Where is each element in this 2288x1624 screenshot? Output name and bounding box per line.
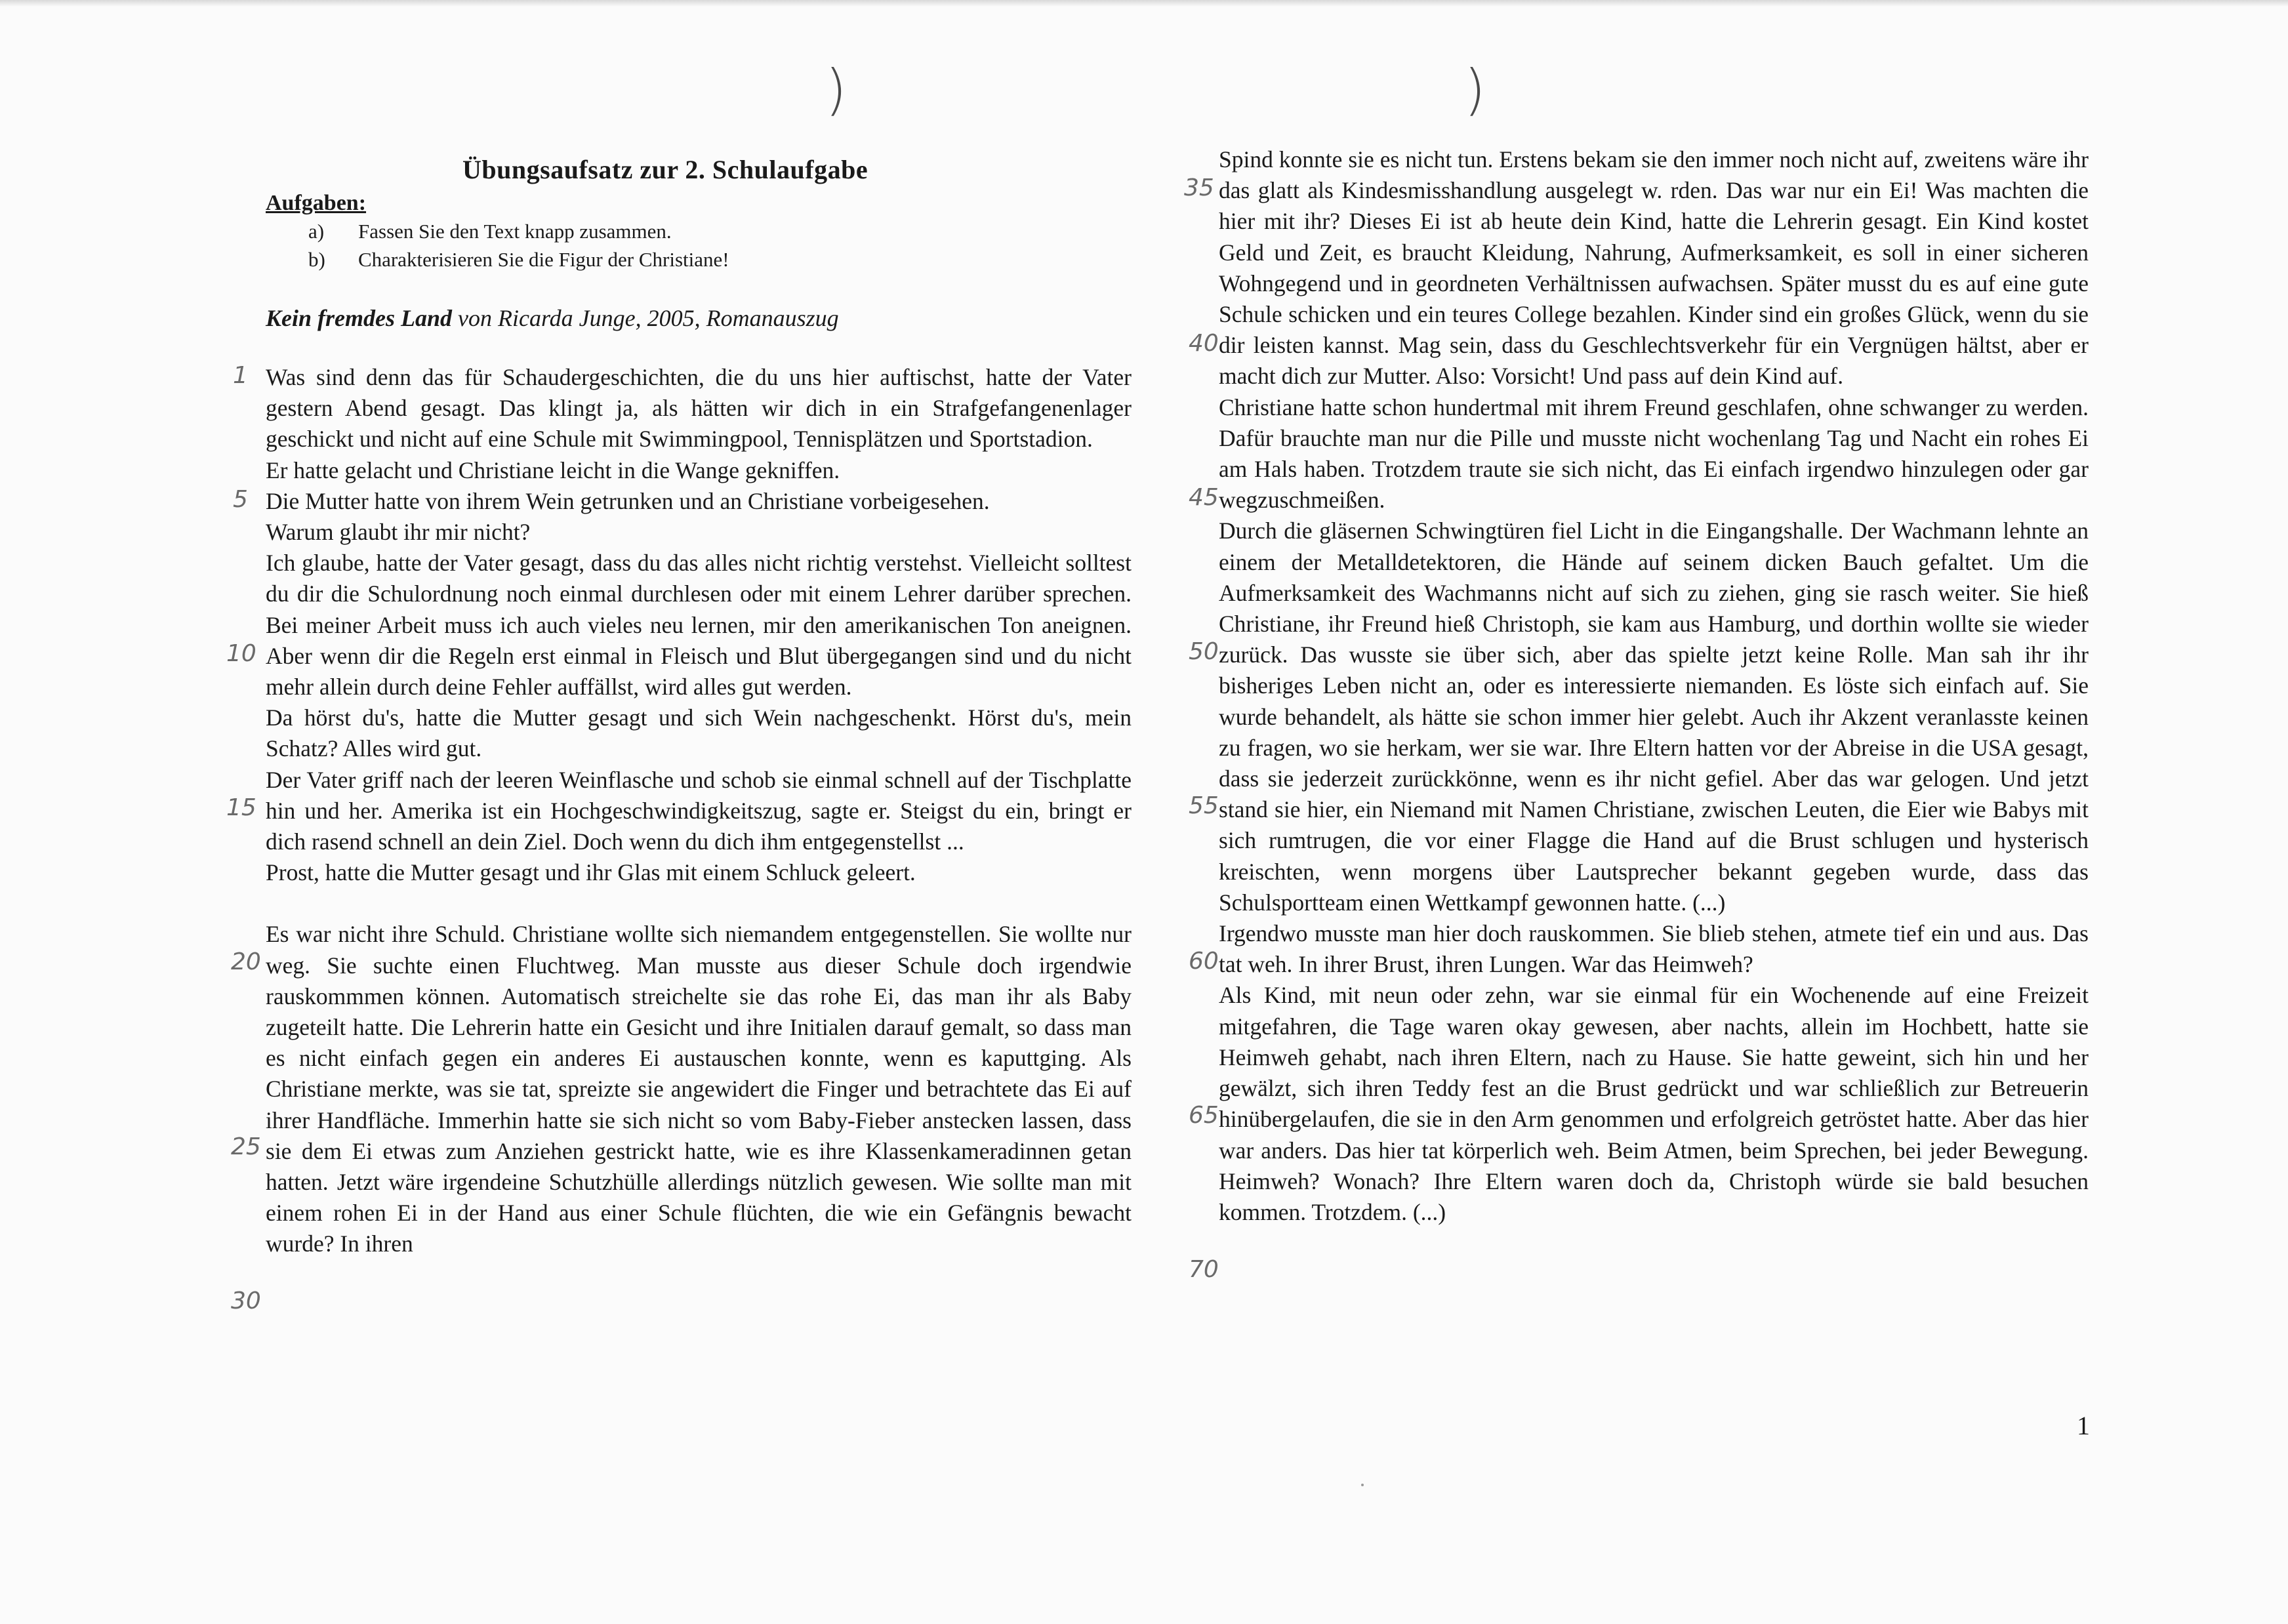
source-line xyxy=(266,304,839,332)
paragraph: Spind konnte sie es nicht tun. Erstens bekam sie den immer noch nicht auf, zweitens wäre ihr das glatt als Kindesmisshandlung ausgelegt w. rden. Das war nur ein Ei! Was machten die hier mit ihr? Dieses Ei ist ab heute dein Kind, hatte die Lehrerin gesagt. Ein Kind kostet Geld und Zeit, es braucht Kleidung, Nahrung, Aufmerksamkeit, es soll in einer sicheren Wohngegend und in geordneten Verhältnissen aufwachsen. Später musst du es auf eine gute Schule schicken und ein teures College bezahlen. Kinder sind ein großes Glück, wenn du sie dir leisten kannst. Mag sein, dass du Geschlechtsverkehr für ein Vergnügen hältst, aber er macht dich zur Mutter. Also: Vorsicht! Und pass auf dein Kind auf. xyxy=(1219,146,2089,390)
text-column-right xyxy=(1219,144,2089,1228)
task-text: Charakterisieren Sie die Figur der Christiane! xyxy=(358,248,729,271)
line-number-mark: 55 xyxy=(1189,792,1219,819)
page-title: Übungsaufsatz zur 2. Schulaufgabe xyxy=(462,155,868,184)
task-marker: b) xyxy=(308,248,325,271)
paragraph: Der Vater griff nach der leeren Weinflasche und schob sie einmal schnell auf der Tischplatte hin und her. Amerika ist ein Hochgeschwindigkeitszug, sagte er. Steigst du ein, bringt er dich rasend schnell an dein Ziel. Doch wenn du dich ihm entgegenstellst ... xyxy=(266,766,1132,855)
punch-hole-mark-right: ) xyxy=(1464,58,1486,122)
tasks-heading: Aufgaben: xyxy=(266,191,367,215)
line-number-mark: 45 xyxy=(1189,484,1219,511)
source-byline: von Ricarda Junge, 2005, Romanauszug xyxy=(452,305,839,331)
page-number: 1 xyxy=(2077,1411,2090,1440)
paragraph: Prost, hatte die Mutter gesagt und ihr Glas mit einem Schluck geleert. xyxy=(266,859,916,886)
source-title: Kein fremdes Land xyxy=(266,305,452,331)
text-column-left xyxy=(266,362,1132,1260)
paragraph-gap xyxy=(266,888,1132,919)
paragraph: Die Mutter hatte von ihrem Wein getrunken und an Christiane vorbeigesehen. xyxy=(266,487,990,514)
punch-hole-mark-left: ) xyxy=(825,58,847,122)
task-marker: a) xyxy=(308,220,325,243)
task-item xyxy=(308,245,729,274)
paragraph: Christiane hatte schon hundertmal mit ihrem Freund geschlafen, ohne schwanger zu werden. Dafür brauchte man nur die Pille und musste nicht wochenlang Tag und Nacht ein rohes Ei am Hals haben. Trotzdem traute sie sich nicht, das Ei einfach irgendwo hinzulegen oder gar wegzuschmeißen. xyxy=(1219,394,2089,514)
line-number-mark: 15 xyxy=(226,794,256,821)
task-list xyxy=(308,217,729,274)
line-number-mark: 5 xyxy=(233,486,248,513)
paragraph: Er hatte gelacht und Christiane leicht in die Wange gekniffen. xyxy=(266,457,840,483)
task-item xyxy=(308,217,729,245)
line-number-mark: 25 xyxy=(231,1133,261,1160)
line-number-mark: 30 xyxy=(231,1288,261,1314)
line-number-mark: 50 xyxy=(1189,638,1219,665)
line-number-mark: 20 xyxy=(231,948,261,975)
paragraph: Als Kind, mit neun oder zehn, war sie einmal für ein Wochenende auf eine Freizeit mitgefahren, die Tage waren okay gewesen, aber nachts, allein im Hochbett, hatte sie Heimweh gehabt, nach ihren Eltern, nach zu Hause. Sie hatte geweint, sich hin und her gewälzt, sich ihren Teddy fest an die Brust gedrückt und war schließlich zur Betreuerin hinübergelaufen, die sie in den Arm genommen und erfolgreich getröstet hatte. Aber das hier war anders. Das hier tat körperlich weh. Beim Atmen, beim Sprechen, bei jeder Bewegung. Heimweh? Wonach? Ihre Eltern waren doch da, Christoph würde sie bald besuchen kommen. Trotzdem. (...) xyxy=(1219,982,2089,1225)
line-number-mark: 65 xyxy=(1189,1102,1219,1129)
scan-edge xyxy=(0,0,2288,7)
line-number-mark: 40 xyxy=(1189,330,1219,357)
line-number-mark: 35 xyxy=(1184,174,1214,201)
line-number-mark: 70 xyxy=(1189,1256,1219,1283)
scan-speck xyxy=(1361,1484,1364,1486)
paragraph: Irgendwo musste man hier doch rauskommen. Sie blieb stehen, atmete tief ein und aus. Das tat weh. In ihrer Brust, ihren Lungen. War das Heimweh? xyxy=(1219,920,2089,978)
paragraph: Durch die gläsernen Schwingtüren fiel Licht in die Eingangshalle. Der Wachmann lehnte an einem der Metalldetektoren, die Hände auf seinem dicken Bauch gefaltet. Um die Aufmerksamkeit des Wachmanns nicht auf sich zu ziehen, ging sie rasch weiter. Sie hieß Christiane, ihr Freund hieß Christoph, sie kam aus Hamburg, und dorthin wollte sie wieder zurück. Das wusste sie über sich, aber das spielte jetzt keine Rolle. Man sah ihr ihr bisheriges Leben nicht an, oder es interessierte niemanden. Es löste sich einfach auf. Sie wurde behandelt, als hätte sie schon immer hier gelebt. Auch ihr Akzent veranlasste keinen zu fragen, wo sie herkam, wer sie war. Ihre Eltern hatten vor der Abreise in die USA gesagt, dass sie jederzeit zurückkönne, wenn es ihr nicht gefiel. Aber das war gelogen. Und jetzt stand sie hier, ein Niemand mit Namen Christiane, zwischen Leuten, die Eier wie Babys mit sich rumtrugen, die vor einer Flagge die Hand auf die Brust schlugen und hysterisch kreischten, wenn morgens über Lautsprecher bekannt gegeben wurde, dass das Schulsportteam einen Wettkampf gewonnen hatte. (...) xyxy=(1219,518,2089,916)
line-number-mark: 1 xyxy=(233,362,248,389)
paragraph: Warum glaubt ihr mir nicht? xyxy=(266,519,531,546)
line-number-mark: 10 xyxy=(226,640,256,667)
paragraph: Ich glaube, hatte der Vater gesagt, dass du das alles nicht richtig verstehst. Vielleicht solltest du dir die Schulordnung noch einmal durchlesen oder mit einem Lehrer darüber sprechen. Bei meiner Arbeit muss ich auch vieles neu lernen, mir den amerikanischen Ton aneignen. Aber wenn dir die Regeln erst einmal in Fleisch und Blut übergegangen sind und du nicht mehr allein durch deine Fehler auffällst, wird alles gut werden. xyxy=(266,550,1132,700)
paragraph: Da hörst du's, hatte die Mutter gesagt und sich Wein nachgeschenkt. Hörst du's, mein Schatz? Alles wird gut. xyxy=(266,704,1132,762)
paragraph: Es war nicht ihre Schuld. Christiane wollte sich niemandem entgegenstellen. Sie wollte nur weg. Sie suchte einen Fluchtweg. Man musste aus dieser Schule doch irgendwie rauskommmen können. Automatisch streichelte sie das rohe Ei, das man ihr als Baby zugeteilt hatte. Die Lehrerin hatte ein Gesicht und ihre Initialen darauf gemalt, so dass man es nicht einfach gegen ein anderes Ei austauschen konnte, wenn es kaputtging. Als Christiane merkte, was sie tat, spreizte sie angewidert die Finger und betrachtete das Ei auf ihrer Handfläche. Immerhin hatte sie sich nicht so vom Baby-Fieber anstecken lassen, dass sie dem Ei etwas zum Anziehen gestrickt hatte, wie es ihre Klassenkameradinnen getan hatten. Jetzt wäre irgendeine Schutzhülle allerdings nützlich gewesen. Wie sollte man mit einem rohen Ei in der Hand aus einer Schule flüchten, die wie ein Gefängnis bewacht wurde? In ihren xyxy=(266,921,1132,1257)
line-number-mark: 60 xyxy=(1189,948,1219,975)
task-text: Fassen Sie den Text knapp zusammen. xyxy=(358,220,672,243)
paragraph: Was sind denn das für Schaudergeschichten, die du uns hier auftischst, hatte der Vater gestern Abend gesagt. Das klingt ja, als hätten wir dich in ein Strafgefangenenlager geschickt und nicht auf eine Schule mit Swimmingpool, Tennisplätzen und Sportstadion. xyxy=(266,364,1132,453)
